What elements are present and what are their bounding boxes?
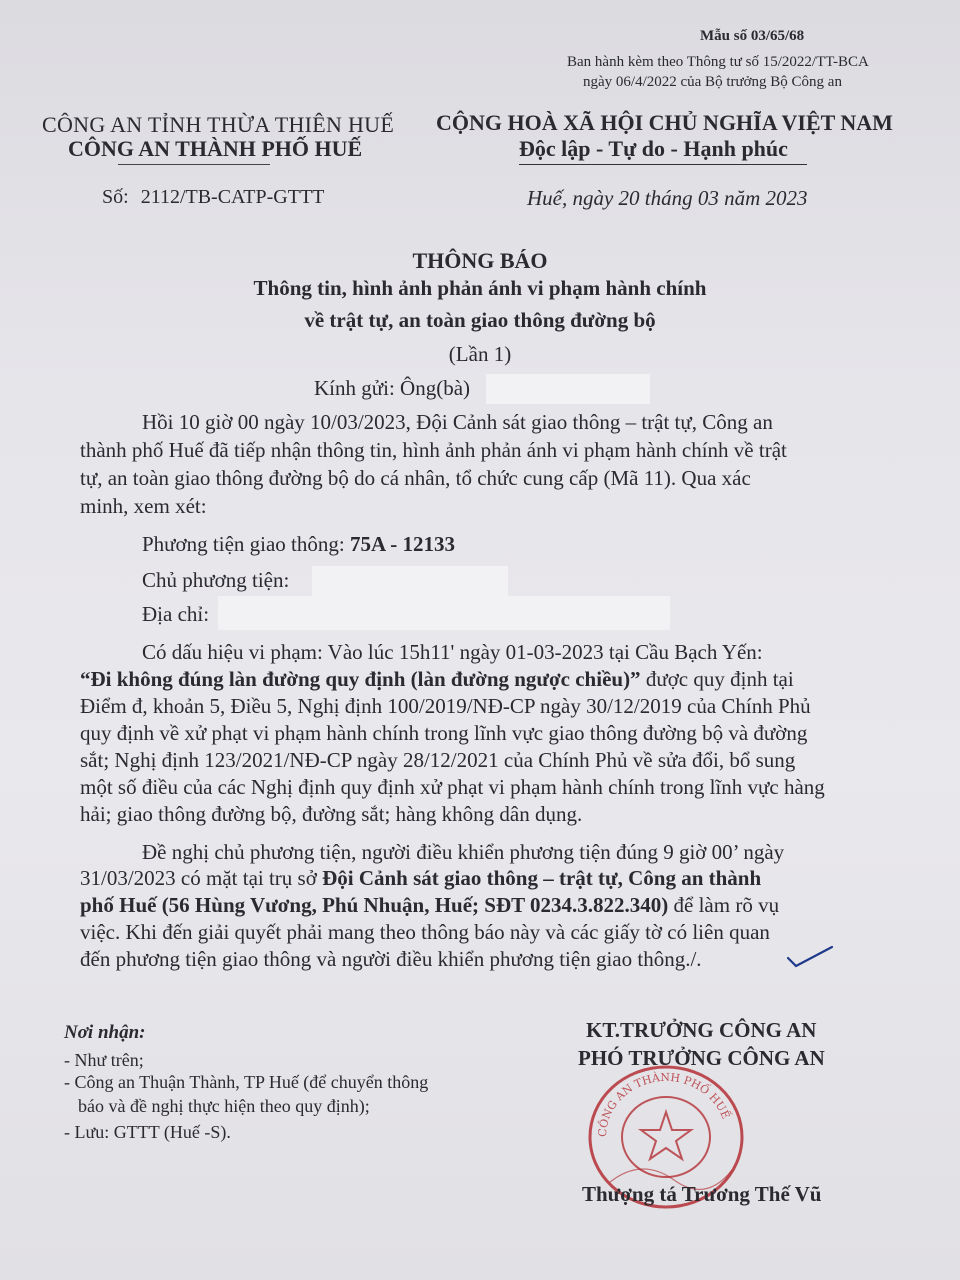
form-issued-line: Ban hành kèm theo Thông tư số 15/2022/TT-BCA (567, 54, 869, 70)
recipients-heading: Nơi nhận: (64, 1022, 146, 1043)
violation-line (80, 667, 794, 692)
signer-name: Thượng tá Trương Thế Vũ (582, 1182, 822, 1206)
violation-text: được quy định tại (640, 667, 794, 691)
violation-line: sắt; Nghị định 123/2021/NĐ-CP ngày 28/12/2021 của Chính Phủ về sửa đổi, bổ sung (80, 748, 796, 772)
body-line: minh, xem xét: (80, 494, 207, 518)
recipient-item: - Như trên; (64, 1050, 144, 1070)
request-text: để làm rõ vụ (668, 893, 780, 917)
owner-label: Chủ phương tiện: (142, 568, 290, 592)
redaction-box (312, 566, 508, 596)
document-subtitle-line: về trật tự, an toàn giao thông đường bộ (304, 308, 656, 332)
document-number-value: 2112/TB-CATP-GTTT (140, 186, 325, 208)
address-label: Địa chỉ: (142, 602, 210, 626)
redaction-box (218, 596, 670, 630)
document-subtitle-line: Thông tin, hình ảnh phản ánh vi phạm hành chính (253, 276, 707, 300)
national-title: CỘNG HOÀ XÃ HỘI CHỦ NGHĨA VIỆT NAM (436, 110, 893, 135)
body-line: thành phố Huế đã tiếp nhận thông tin, hình ảnh phản ánh vi phạm hành chính về trật (80, 438, 787, 462)
agency-parent: CÔNG AN TỈNH THỪA THIÊN HUẾ (42, 112, 395, 137)
request-text: 31/03/2023 có mặt tại trụ sở (80, 866, 323, 890)
license-plate: 75A - 12133 (349, 532, 455, 556)
violation-line: Có dấu hiệu vi phạm: Vào lúc 15h11' ngày 01-03-2023 tại Cầu Bạch Yến: (142, 640, 763, 664)
form-issued-note (567, 52, 869, 92)
violation-line: một số điều của các Nghị định quy định xử phạt vi phạm hành chính trong lĩnh vực hàng (80, 775, 825, 799)
vehicle-label: Phương tiện giao thông: (142, 532, 345, 556)
request-place: phố Huế (56 Hùng Vương, Phú Nhuận, Huế; SĐT 0234.3.822.340) (80, 893, 669, 917)
request-line (80, 866, 761, 891)
document-number-label: Số: (102, 186, 129, 208)
recipient-item: báo và đề nghị thực hiện theo quy định); (78, 1096, 370, 1116)
svg-text:CÔNG AN THÀNH PHỐ HUẾ: CÔNG AN THÀNH PHỐ HUẾ (595, 1070, 733, 1138)
motto-underline (519, 164, 807, 165)
national-motto: Độc lập - Tự do - Hạnh phúc (519, 136, 788, 161)
document-number (102, 186, 324, 209)
request-line: việc. Khi đến giải quyết phải mang theo thông báo này và các giấy tờ có liên quan (80, 920, 770, 944)
form-issued-line: ngày 06/4/2022 của Bộ trưởng Bộ Công an (583, 74, 842, 90)
agency-name: CÔNG AN THÀNH PHỐ HUẾ (68, 136, 363, 161)
body-line: Hồi 10 giờ 00 ngày 10/03/2023, Đội Cảnh sát giao thông – trật tự, Công an (142, 410, 773, 434)
vehicle-line (142, 532, 455, 557)
request-line (80, 893, 779, 918)
form-code: Mẫu số 03/65/68 (700, 28, 805, 44)
recipient-item: - Công an Thuận Thành, TP Huế (để chuyển thông (64, 1072, 429, 1092)
redaction-box (486, 374, 650, 404)
agency-underline (118, 164, 270, 165)
document-title: THÔNG BÁO (412, 248, 548, 273)
request-place: Đội Cảnh sát giao thông – trật tự, Công an thành (322, 866, 762, 890)
request-line: Đề nghị chủ phương tiện, người điều khiển phương tiện đúng 9 giờ 00’ ngày (142, 840, 785, 864)
violation-line: hải; giao thông đường bộ, đường sắt; hàng không dân dụng. (80, 802, 583, 826)
recipient-item: - Lưu: GTTT (Huế -S). (64, 1122, 231, 1142)
recipient-salutation: Kính gửi: Ông(bà) (314, 376, 471, 400)
body-line: tự, an toàn giao thông đường bộ do cá nhân, tổ chức cung cấp (Mã 11). Qua xác (80, 466, 751, 490)
notice-round: (Lần 1) (448, 342, 512, 366)
signer-title: KT.TRƯỞNG CÔNG AN (586, 1018, 817, 1042)
violation-line: quy định về xử phạt vi phạm hành chính trong lĩnh vực giao thông đường bộ và đường (80, 721, 808, 745)
violation-line: Điểm đ, khoản 5, Điều 5, Nghị định 100/2019/NĐ-CP ngày 30/12/2019 của Chính Phủ (80, 694, 811, 718)
place-date: Huế, ngày 20 tháng 03 năm 2023 (527, 186, 808, 210)
violation-offense: “Đi không đúng làn đường quy định (làn đường ngược chiều)” (80, 667, 641, 691)
signer-subtitle: PHÓ TRƯỞNG CÔNG AN (578, 1046, 825, 1070)
checkmark-icon (786, 944, 836, 970)
request-line: đến phương tiện giao thông và người điều khiển phương tiện giao thông./. (80, 947, 702, 971)
